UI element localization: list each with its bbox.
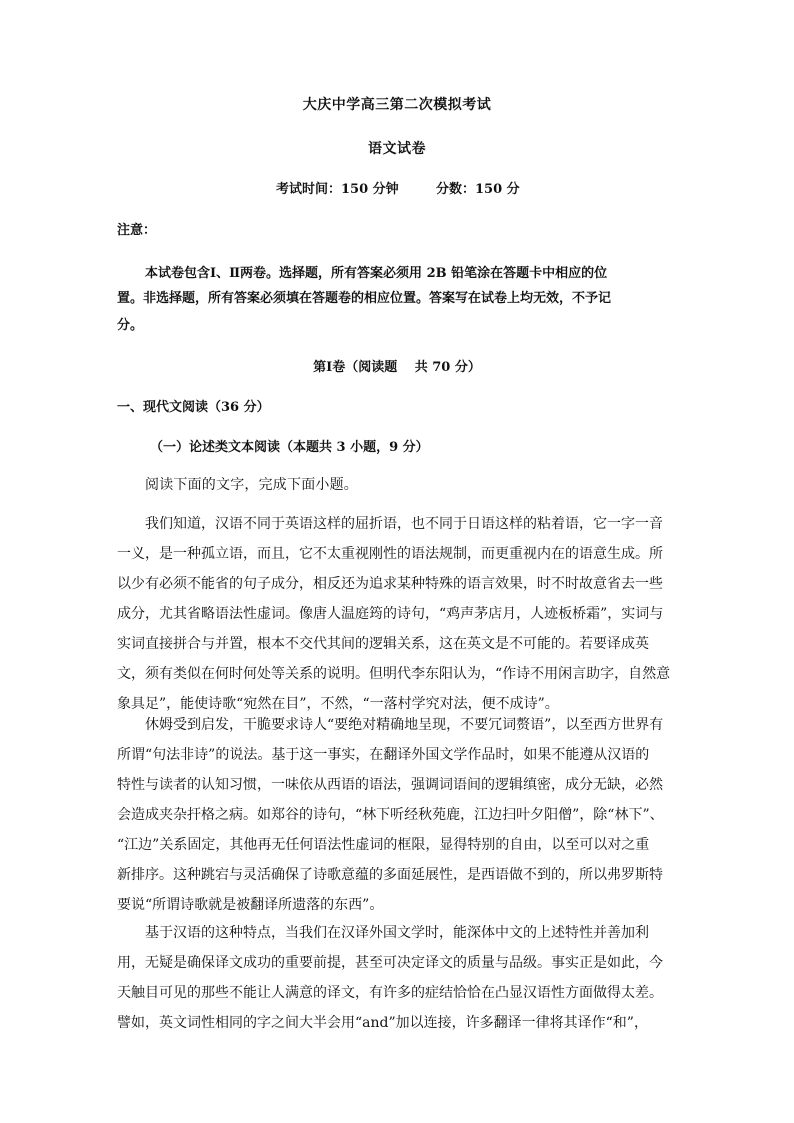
sub-title: （一）论述类文本阅读（本题共 3 小题，9 分） [150, 440, 429, 455]
text-line: 我们知道，汉语不同于英语这样的屈折语，也不同于日语这样的粘着语，它一字一音 [145, 516, 663, 532]
exam-time: 考试时间：150 分钟 [276, 182, 399, 197]
notice-heading: 注意： [117, 223, 157, 238]
text-line: 特性与读者的认知习惯，一味依从西语的语法，强调词语间的逻辑缜密，成分无缺，必然 [117, 777, 663, 793]
volume-title: 第Ⅰ卷（阅读题 共 70 分） [313, 360, 481, 375]
text-line: 一义，是一种孤立语，而且，它不太重视刚性的语法规制，而更重视内在的语意生成。所 [117, 546, 663, 562]
article-paragraph-2 [117, 710, 677, 920]
notice-line: 分。 [117, 318, 144, 333]
text-line: “江边”关系固定，其他再无任何语法性虚词的框限，显得特别的自由，以至可以对之重 [117, 837, 650, 853]
text-line: 休姆受到启发，干脆要求诗人“要绝对精确地呈现，不要冗词赘语”，以至西方世界有 [145, 717, 664, 733]
exam-score: 分数：150 分 [436, 182, 520, 197]
text-line: 用，无疑是确保译文成功的重要前提，甚至可决定译文的质量与品级。事实正是如此，今 [117, 955, 663, 971]
text-line: 所谓“句法非诗”的说法。基于这一事实，在翻译外国文学作品时，如果不能遵从汉语的 [117, 747, 650, 763]
text-line: 实词直接拼合与并置，根本不交代其间的逻辑关系，这在英文是不可能的。若要译成英 [117, 636, 649, 652]
article-paragraph-1 [117, 509, 677, 719]
text-line: 以少有必须不能省的句子成分，相反还为追求某种特殊的语言效果，时不时故意省去一些 [117, 576, 663, 592]
notice-line: 置。非选择题，所有答案必须填在答题卷的相应位置。答案写在试卷上均无效，不予记 [117, 291, 612, 306]
article-paragraph-3 [117, 918, 677, 1038]
text-line: 象具足”，能使诗歌“宛然在目”，不然，“一落村学究对法，便不成诗”。 [117, 696, 559, 712]
notice-line: 本试卷包含Ⅰ、Ⅱ两卷。选择题，所有答案必须用 2B 铅笔涂在答题卡中相应的位 [145, 266, 608, 281]
paper-title: 语文试卷 [368, 141, 426, 157]
instruction: 阅读下面的文字，完成下面小题。 [145, 477, 358, 493]
text-line: 要说“所谓诗歌就是被翻译所遗落的东西”。 [117, 897, 384, 913]
text-line: 文，须有类似在何时何处等关系的说明。但明代李东阳认为，“作诗不用闲言助字，自然意 [117, 666, 671, 682]
text-line: 譬如，英文词性相同的字之间大半会用“and”加以连接，许多翻译一律将其译作“和”， [117, 1015, 648, 1031]
school-title: 大庆中学高三第二次模拟考试 [302, 97, 492, 113]
text-line: 基于汉语的这种特点，当我们在汉译外国文学时，能深体中文的上述特性并善加利 [145, 925, 649, 941]
part-title: 一、现代文阅读（36 分） [117, 400, 270, 415]
text-line: 天触目可见的那些不能让人满意的译文，有许多的症结恰恰在凸显汉语性方面做得太差。 [117, 985, 663, 1001]
text-line: 成分，尤其省略语法性虚词。像唐人温庭筠的诗句，“鸡声茅店月，人迹板桥霜”，实词与 [117, 606, 664, 622]
text-line: 会造成夹杂扞格之病。如郑谷的诗句，“林下听经秋苑鹿，江边扫叶夕阳僧”，除“林下”、 [117, 807, 664, 823]
text-line: 新排序。这种跳宕与灵活确保了诗歌意蕴的多面延展性，是西语做不到的，所以弗罗斯特 [117, 867, 663, 883]
